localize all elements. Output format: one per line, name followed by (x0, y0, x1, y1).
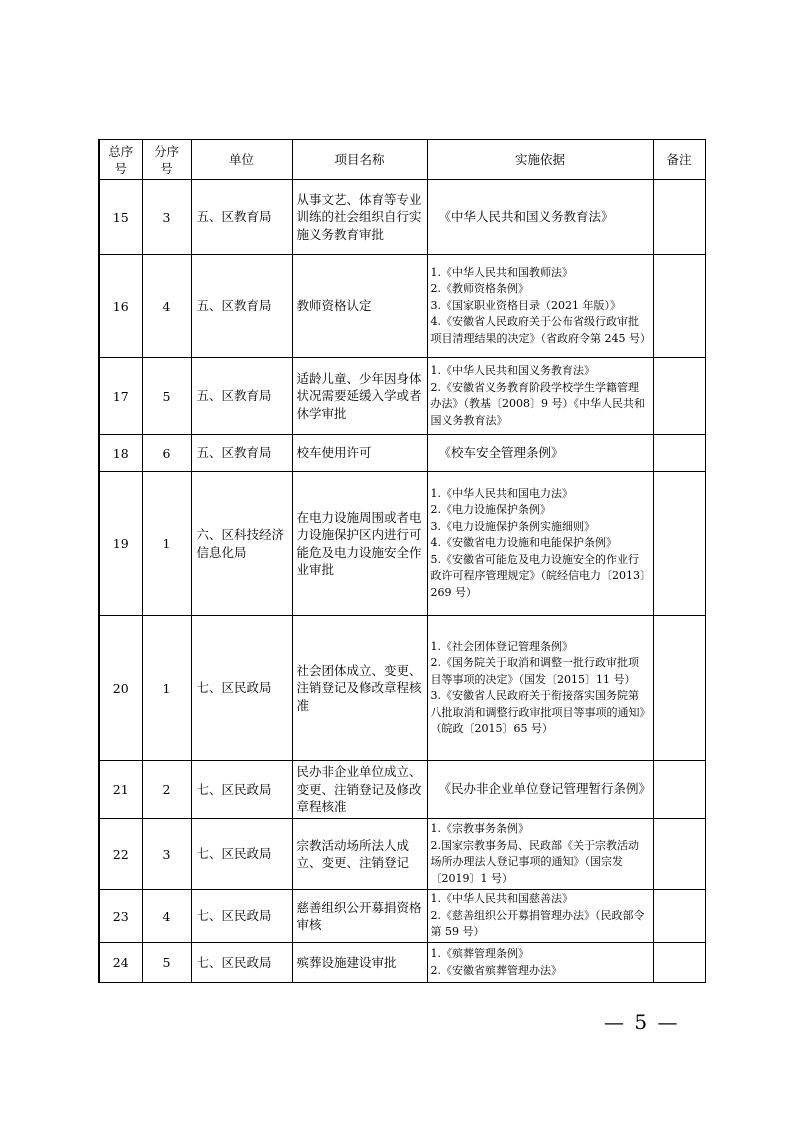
remark-cell (653, 180, 705, 255)
unit-cell: 七、区民政局 (191, 761, 292, 819)
remark-cell (653, 890, 705, 943)
basis-line: 3.《安徽省人民政府关于衔接落实国务院第八批取消和调整行政审批项目等事项的通知》（皖政〔2015〕65 号） (430, 689, 645, 735)
basis-line: 1.《中华人民共和国教师法》 (430, 265, 573, 279)
table-row (99, 255, 705, 358)
unit-cell: 七、区民政局 (191, 616, 292, 761)
table-row (99, 180, 705, 255)
basis-line: 5.《安徽省可能危及电力设施安全的作业行政许可程序管理规定》（皖经信电力〔2013〕269 号） (430, 552, 646, 599)
basis-line: 1.《宗教事务条例》 (430, 822, 529, 835)
total-number-cell: 16 (99, 255, 142, 358)
header-basis: 实施依据 (427, 140, 653, 180)
basis-cell (427, 616, 653, 761)
header-remark: 备注 (653, 140, 705, 180)
unit-cell: 七、区民政局 (191, 943, 292, 983)
total-number-cell: 15 (99, 180, 142, 255)
basis-line: 1.《社会团体登记管理条例》 (430, 639, 573, 653)
total-number-cell: 21 (99, 761, 142, 819)
basis-line: 《校车安全管理条例》 (438, 444, 564, 460)
approval-items-table (98, 139, 706, 983)
table-row (99, 435, 705, 472)
table-header-row (99, 140, 705, 180)
sub-number-cell: 2 (142, 761, 191, 819)
unit-cell: 五、区教育局 (191, 358, 292, 435)
basis-line: 1.《中华人民共和国电力法》 (430, 486, 573, 500)
total-number-cell: 23 (99, 890, 142, 943)
basis-line: 3.《电力设施保护条例实施细则》 (430, 519, 595, 533)
basis-line: 4.《安徽省电力设施和电能保护条例》 (430, 536, 617, 550)
header-sub-no: 分序号 (142, 140, 191, 180)
item-name-cell: 从事文艺、体育等专业训练的社会组织自行实施义务教育审批 (292, 180, 427, 255)
remark-cell (653, 943, 705, 983)
remark-cell (653, 819, 705, 890)
item-name-cell: 教师资格认定 (292, 255, 427, 358)
sub-number-cell: 3 (142, 180, 191, 255)
basis-cell (427, 435, 653, 472)
basis-line: 1.《殡葬管理条例》 (430, 947, 529, 960)
table-row (99, 943, 705, 983)
page-number: — 5 — (604, 1010, 680, 1034)
unit-cell: 五、区教育局 (191, 180, 292, 255)
basis-cell (427, 819, 653, 890)
sub-number-cell: 1 (142, 472, 191, 616)
unit-cell: 七、区民政局 (191, 819, 292, 890)
basis-cell (427, 943, 653, 983)
remark-cell (653, 761, 705, 819)
remark-cell (653, 616, 705, 761)
item-name-cell: 适龄儿童、少年因身体状况需要延缓入学或者休学审批 (292, 358, 427, 435)
total-number-cell: 19 (99, 472, 142, 616)
basis-line: 2.《电力设施保护条例》 (430, 503, 551, 517)
remark-cell (653, 255, 705, 358)
table-row (99, 358, 705, 435)
total-number-cell: 24 (99, 943, 142, 983)
basis-line: 2.《教师资格条例》 (430, 282, 529, 296)
basis-cell (427, 180, 653, 255)
header-total-no: 总序号 (99, 140, 142, 180)
basis-line: 1.《中华人民共和国慈善法》 (430, 892, 573, 906)
total-number-cell: 22 (99, 819, 142, 890)
basis-line: 2.《安徽省义务教育阶段学校学生学籍管理办法》（教基〔2008〕9 号）《中华人民共和国义务教育法》 (430, 380, 645, 427)
item-name-cell: 殡葬设施建设审批 (292, 943, 427, 983)
basis-line: 《中华人民共和国义务教育法》 (438, 208, 614, 224)
sub-number-cell: 5 (142, 358, 191, 435)
unit-cell: 六、区科技经济信息化局 (191, 472, 292, 616)
table-row (99, 472, 705, 616)
basis-line: 3.《国家职业资格目录（2021 年版）》 (430, 298, 621, 312)
basis-line: 1.《中华人民共和国义务教育法》 (430, 364, 595, 377)
remark-cell (653, 472, 705, 616)
sub-number-cell: 6 (142, 435, 191, 472)
basis-line: 2.《国务院关于取消和调整一批行政审批项目等事项的决定》（国发〔2015〕11 号） (430, 656, 639, 686)
header-unit: 单位 (191, 140, 292, 180)
basis-cell (427, 255, 653, 358)
basis-line: 2.《慈善组织公开募捐管理办法》（民政部令第 59 号） (430, 908, 645, 939)
basis-cell (427, 761, 653, 819)
unit-cell: 五、区教育局 (191, 255, 292, 358)
sub-number-cell: 5 (142, 943, 191, 983)
basis-cell (427, 890, 653, 943)
item-name-cell: 宗教活动场所法人成立、变更、注销登记 (292, 819, 427, 890)
sub-number-cell: 4 (142, 890, 191, 943)
basis-line: 4.《安徽省人民政府关于公布省级行政审批项目清理结果的决定》（省政府令第 245 号） (430, 315, 651, 345)
basis-cell (427, 358, 653, 435)
total-number-cell: 18 (99, 435, 142, 472)
remark-cell (653, 358, 705, 435)
item-name-cell: 社会团体成立、变更、注销登记及修改章程核准 (292, 616, 427, 761)
basis-cell (427, 472, 653, 616)
table-row (99, 761, 705, 819)
item-name-cell: 在电力设施周围或者电力设施保护区内进行可能危及电力设施安全作业审批 (292, 472, 427, 616)
table-row (99, 890, 705, 943)
header-item-name: 项目名称 (292, 140, 427, 180)
sub-number-cell: 4 (142, 255, 191, 358)
total-number-cell: 17 (99, 358, 142, 435)
item-name-cell: 校车使用许可 (292, 435, 427, 472)
item-name-cell: 慈善组织公开募捐资格审核 (292, 890, 427, 943)
table-row (99, 616, 705, 761)
unit-cell: 七、区民政局 (191, 890, 292, 943)
basis-line: 《民办非企业单位登记管理暂行条例》 (438, 781, 652, 797)
sub-number-cell: 3 (142, 819, 191, 890)
basis-line: 2.国家宗教事务局、民政部《关于宗教活动场所办理法人登记事项的通知》（国宗发〔2019〕1 号） (430, 838, 639, 885)
remark-cell (653, 435, 705, 472)
total-number-cell: 20 (99, 616, 142, 761)
basis-line: 2.《安徽省殡葬管理办法》 (430, 963, 562, 977)
sub-number-cell: 1 (142, 616, 191, 761)
table-row (99, 819, 705, 890)
item-name-cell: 民办非企业单位成立、变更、注销登记及修改章程核准 (292, 761, 427, 819)
unit-cell: 五、区教育局 (191, 435, 292, 472)
